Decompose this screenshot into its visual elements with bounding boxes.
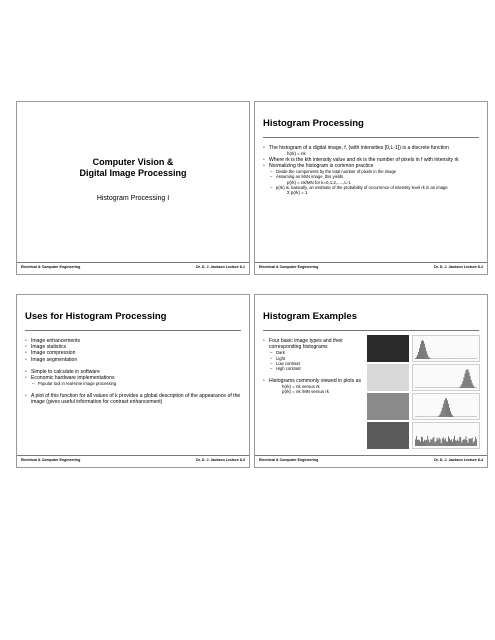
histogram-bar <box>449 408 450 417</box>
histogram-bar <box>474 441 475 446</box>
histogram-bar <box>476 439 477 446</box>
histogram-bar <box>448 404 449 417</box>
histogram-bar <box>471 439 472 446</box>
histogram-bar <box>435 442 436 446</box>
histogram-bar <box>434 437 435 446</box>
histogram-bar <box>459 437 460 446</box>
footer-divider <box>17 455 249 456</box>
slide-4 <box>254 294 488 468</box>
histogram-bar <box>473 442 474 446</box>
histogram-bar <box>448 436 449 446</box>
histogram-bar <box>468 443 469 446</box>
histogram-bar <box>465 374 466 388</box>
histogram-bar <box>415 439 416 446</box>
slide-body <box>25 338 243 405</box>
histogram-bar <box>467 369 468 388</box>
histogram-bar <box>429 358 430 359</box>
histogram-examples-figure <box>367 335 481 451</box>
sub-bullet: – High contrast <box>263 366 363 371</box>
histogram-bar <box>475 387 476 388</box>
histogram-bar <box>463 381 464 388</box>
bullet-text: Economic hardware implementations <box>31 375 115 382</box>
footer-department: Electrical & Computer Engineering <box>21 458 81 462</box>
histogram-bar <box>458 441 459 446</box>
slide-footer <box>259 265 483 269</box>
histogram-bar <box>447 442 448 446</box>
title-divider <box>263 330 479 331</box>
sub-bullet: – Assuming an MxN image, this yields <box>263 174 481 179</box>
histogram-bar <box>422 437 423 446</box>
histogram-bar <box>427 354 428 359</box>
slide-body <box>263 338 363 395</box>
slide-1 <box>16 101 250 275</box>
histogram-bar <box>418 440 419 446</box>
course-title-line1: Computer Vision & <box>92 157 174 167</box>
histogram-bar <box>455 440 456 446</box>
histogram-bar <box>452 415 453 417</box>
histogram-bar <box>420 442 421 446</box>
histogram-bar <box>473 385 474 388</box>
histogram-bar <box>428 440 429 446</box>
histogram-example-dark <box>367 335 481 362</box>
formula: p(rk) = nk/MN for k=0,1,2,.....,L-1 <box>287 179 351 185</box>
formula: h(rk) = nk <box>287 151 306 157</box>
bullet-text: A plot of this function for all values of k provides a global description of the appearance of the image (gives useful information for contrast enhancement) <box>31 392 241 405</box>
histogram-bar <box>453 439 454 446</box>
bullet <box>263 378 363 384</box>
histogram-bar <box>466 436 467 446</box>
histogram-bar <box>441 443 442 446</box>
histogram-bar <box>424 440 425 446</box>
bullet-text: Simple to calculate in software <box>31 368 100 375</box>
histogram-bar <box>445 398 446 417</box>
histogram-bar <box>463 440 464 446</box>
histogram-bar <box>464 377 465 388</box>
histogram-bar <box>453 416 454 417</box>
bullet-text: Four basic image types and their corresponding histograms <box>269 338 343 351</box>
sub-bullet: – Low contrast <box>263 361 363 366</box>
histogram-bar <box>428 357 429 359</box>
bullet-text: Image segmentation <box>31 356 78 363</box>
histogram-bar <box>465 439 466 446</box>
bullet-text: Image enhancements <box>31 338 80 344</box>
histogram-bar <box>462 442 463 446</box>
formula: h(rk) = nk versus rk <box>282 383 320 389</box>
title-divider <box>263 137 479 138</box>
histogram-bar <box>445 438 446 446</box>
slide-2 <box>254 101 488 275</box>
histogram-bar <box>456 441 457 446</box>
histogram-bar <box>468 370 469 388</box>
histogram-bar <box>466 370 467 388</box>
histogram-bar <box>457 440 458 446</box>
histogram-bar <box>442 408 443 417</box>
slide-title: Histogram Processing <box>263 118 364 129</box>
footer-department: Electrical & Computer Engineering <box>21 265 81 269</box>
histogram-bar <box>444 440 445 446</box>
formula: Σ p(rk) = 1 <box>287 190 308 196</box>
histogram-bar <box>431 439 432 446</box>
slide-footer <box>21 265 245 269</box>
histogram-bar <box>444 400 445 417</box>
histogram-bar <box>469 438 470 446</box>
histogram-bar <box>471 380 472 388</box>
histogram-plot-light <box>412 364 480 391</box>
histogram-bar <box>440 414 441 417</box>
footer-department: Electrical & Computer Engineering <box>259 265 319 269</box>
histogram-bar <box>470 376 471 388</box>
footer-department: Electrical & Computer Engineering <box>259 458 319 462</box>
bullet-text: Histograms commonly viewed in plots as <box>269 377 362 384</box>
histogram-bar <box>449 438 450 446</box>
histogram-bar <box>446 441 447 446</box>
histogram-bar <box>415 358 416 359</box>
histogram-bar <box>452 442 453 446</box>
course-title-line2: Digital Image Processing <box>79 168 187 178</box>
cover-title-block <box>17 157 249 202</box>
histogram-bar <box>417 355 418 359</box>
histogram-bar <box>429 442 430 446</box>
slide-title: Histogram Examples <box>263 311 357 322</box>
histogram-bar <box>439 438 440 446</box>
histogram-bar <box>422 340 423 359</box>
footer-divider <box>17 262 249 263</box>
histogram-plot-high-contrast <box>412 422 480 449</box>
sub-bullet: – Popular tool in real-time image processing <box>25 381 243 386</box>
histogram-bar <box>464 439 465 446</box>
footer-divider <box>255 262 487 263</box>
histogram-bar <box>472 383 473 388</box>
slide-title: Uses for Histogram Processing <box>25 311 167 322</box>
histogram-bar <box>470 439 471 446</box>
slide-footer <box>259 458 483 462</box>
sub-bullet: – Dark <box>263 350 363 355</box>
example-image-dark <box>367 335 409 362</box>
histogram-bar <box>454 436 455 446</box>
histogram-bar <box>425 440 426 446</box>
histogram-bar <box>436 441 437 446</box>
histogram-plot-dark <box>412 335 480 362</box>
histogram-bar <box>459 387 460 388</box>
bullet <box>263 145 481 151</box>
histogram-bar <box>442 439 443 446</box>
bullet <box>263 338 363 350</box>
histogram-bar <box>417 440 418 446</box>
histogram-bar <box>423 441 424 446</box>
histogram-bar <box>469 372 470 388</box>
histogram-bar <box>432 440 433 446</box>
histogram-bar <box>425 347 426 359</box>
slide-body <box>263 145 481 196</box>
sub-bullet: – Light <box>263 356 363 361</box>
histogram-bar <box>421 437 422 446</box>
footer-lecture-number: Dr. D. J. Jackson Lecture 8-1 <box>196 265 245 269</box>
bullet <box>25 357 243 363</box>
bullet <box>25 393 243 405</box>
histogram-bar <box>472 438 473 446</box>
formula: p(rk) = nk /MN versus rk <box>282 389 329 395</box>
bullet-text: Where rk is the kth intensity value and nk is the number of pixels in f with intensity rk <box>269 156 459 163</box>
histogram-bar <box>416 436 417 446</box>
histogram-bar <box>467 440 468 446</box>
histogram-plot-low-contrast <box>412 393 480 420</box>
histogram-bar <box>420 344 421 359</box>
histogram-bar <box>474 387 475 388</box>
histogram-bar <box>421 341 422 359</box>
histogram-bar <box>441 411 442 417</box>
footer-lecture-number: Dr. D. J. Jackson Lecture 8-2 <box>434 265 483 269</box>
example-image-low-contrast <box>367 393 409 420</box>
histogram-bar <box>427 436 428 446</box>
histogram-bar <box>451 414 452 417</box>
histogram-bar <box>450 440 451 446</box>
histogram-bar <box>433 438 434 446</box>
histogram-bar <box>419 348 420 359</box>
histogram-bar <box>423 341 424 359</box>
slide-3 <box>16 294 250 468</box>
histogram-example-high-contrast <box>367 422 481 449</box>
sub-bullet: – p(rk) is, basically, an estimate of the probability of occurrence of intensity level rk in an image <box>263 185 481 190</box>
histogram-bar <box>446 398 447 417</box>
histogram-bar <box>424 344 425 359</box>
lecture-subtitle: Histogram Processing I <box>96 195 170 202</box>
histogram-bar <box>438 439 439 446</box>
footer-lecture-number: Dr. D. J. Jackson Lecture 8-3 <box>196 458 245 462</box>
histogram-bar <box>438 416 439 417</box>
example-image-high-contrast <box>367 422 409 449</box>
histogram-bar <box>426 351 427 359</box>
histogram-bar <box>416 357 417 359</box>
example-image-light <box>367 364 409 391</box>
histogram-example-light <box>367 364 481 391</box>
sub-bullet: – Divide the components by the total number of pixels in the image <box>263 169 481 174</box>
histogram-bar <box>451 439 452 446</box>
slide-footer <box>21 458 245 462</box>
footer-divider <box>255 455 487 456</box>
bullet-text: Normalizing the histogram is common practice <box>269 162 374 169</box>
histogram-bar <box>460 437 461 446</box>
histogram-bar <box>475 437 476 446</box>
histogram-bar <box>439 415 440 417</box>
bullet-text: Image statistics <box>31 344 67 351</box>
bullet-text: Image compression <box>31 350 76 357</box>
histogram-bar <box>450 411 451 417</box>
histogram-bar <box>419 440 420 446</box>
histogram-bar <box>460 386 461 388</box>
histogram-bar <box>437 438 438 446</box>
histogram-bar <box>443 437 444 446</box>
histogram-example-low-contrast <box>367 393 481 420</box>
bullet-text: The histogram of a digital image, f, (with intensities [0,L-1]) is a discrete function <box>269 145 449 151</box>
footer-lecture-number: Dr. D. J. Jackson Lecture 8-4 <box>434 458 483 462</box>
histogram-bar <box>440 439 441 446</box>
title-divider <box>25 330 241 331</box>
histogram-bar <box>418 352 419 359</box>
histogram-bar <box>462 384 463 388</box>
histogram-bar <box>447 400 448 417</box>
histogram-bar <box>443 404 444 417</box>
histogram-bar <box>426 440 427 446</box>
